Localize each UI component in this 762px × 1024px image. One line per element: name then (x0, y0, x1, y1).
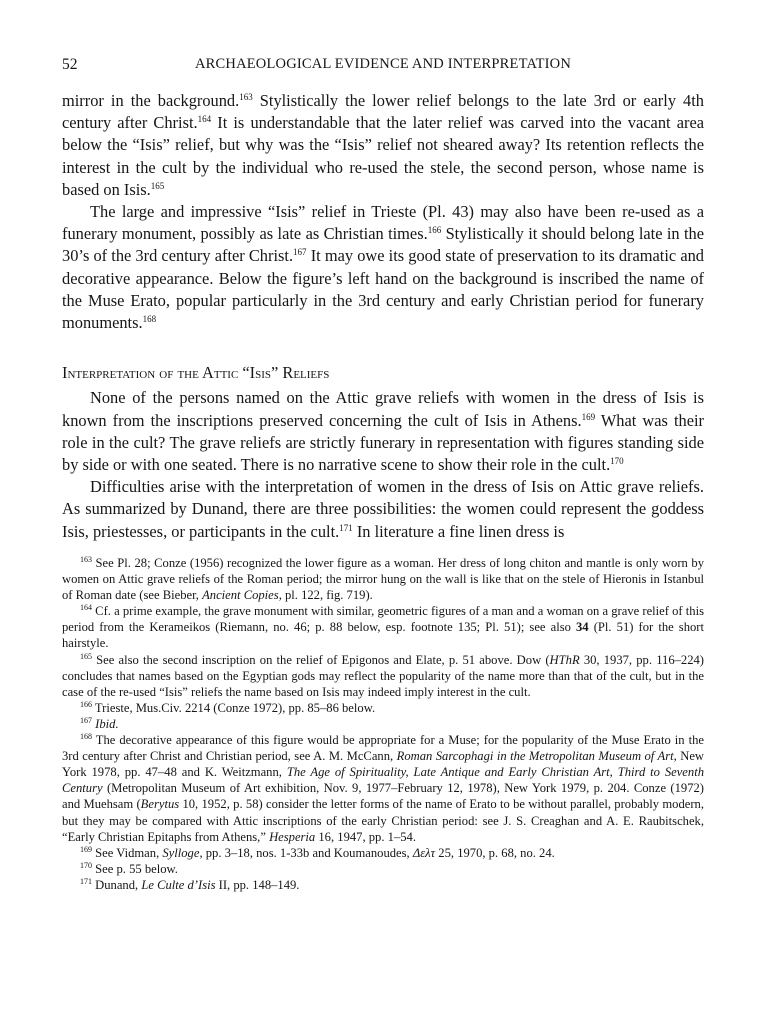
footnote-ref[interactable]: 168 (142, 314, 157, 325)
footnote: $^{166}$ Trieste, Mus.Civ. 2214 (Conze 1972), pp. 85–86 below. (80, 699, 376, 715)
footnotes (62, 555, 704, 893)
footnote-number: 170 (80, 860, 92, 870)
footnote-ref[interactable]: 164 (197, 114, 212, 125)
running-head (62, 56, 704, 78)
footnote-ref[interactable]: 170 (610, 456, 624, 467)
footnote-number: 168 (80, 732, 92, 742)
running-title: ARCHAEOLOGICAL EVIDENCE AND INTERPRETATION (194, 56, 572, 72)
footnote-number: 163 (80, 555, 92, 564)
footnote-ref[interactable]: 166 (427, 225, 442, 236)
footnote-ref[interactable]: 163 (239, 92, 253, 102)
main-text (62, 90, 704, 543)
paragraph: None of the persons named on the Attic grave reliefs with women in the dress of Isis is known from the inscriptions preserved concerning the cult of Isis in Athens.$^{169}$ What was their role in the cult? The grave reliefs are strictly funerary in representation with figures standing side by side or with one seated. There is no narrative scene to show their role in the cult.$^{170}$ (62, 388, 704, 475)
paragraph: The large and impressive “Isis” relief in Trieste (Pl. 43) may also have been re-used as a funerary monument, possibly as late as Christian times.$^{166}$ Stylistically it should belong late in the 30’s of the 3rd century after Christ.$^{167}$ It may owe its good state of preservation to its dramatic and decorative appearance. Below the figure’s left hand on the background is inscribed the name of the Muse Erato, popular particularly in the 3rd century and early Christian period for funerary monuments.$^{168}$ (62, 202, 705, 333)
paragraph: mirror in the background.$^{163}$ Stylistically the lower relief belongs to the late 3rd or early 4th century after Christ.$^{164}$ It is understandable that the later relief was carved into the vacant area below the “Isis” relief, but why was the “Isis” relief not sheared away? Its retention reflects the interest in the cult by the individual who re-used the stele, the second person, whose name is based on Isis.$^{165}$ (62, 91, 704, 199)
footnote: $^{167}$ Ibid. (80, 715, 119, 731)
footnote-number: 164 (80, 603, 92, 613)
footnote-number: 167 (80, 715, 92, 725)
footnote: $^{164}$ Cf. a prime example, the grave monument with similar, geometric figures of a man and a woman on a grave relief of this period from the Kerameikos (Riemann, no. 46; p. 88 below, esp. footnote 135; Pl. 51); see also 34 (Pl. 51) for the short hairstyle. (62, 603, 704, 651)
footnote-number: 169 (80, 844, 92, 854)
footnote-number: 166 (80, 699, 92, 709)
footnote-ref[interactable]: 171 (339, 522, 353, 533)
footnote: $^{165}$ See also the second inscription on the relief of Epigonos and Elate, p. 51 above. Dow (HThR 30, 1937, pp. 116–224) concludes that names based on the Egyptian gods may reflect the popularity of the name more than that of the cult, but in the case of the re-used “Isis” reliefs the name based on Isis may indeed imply interest in the cult. (62, 651, 704, 699)
footnote-ref[interactable]: 167 (293, 247, 307, 258)
footnote-number: 165 (80, 651, 92, 661)
footnote-ref[interactable]: 169 (581, 411, 596, 422)
footnote: $^{171}$ Dunand, Le Culte d’Isis II, pp. 148–149. (80, 876, 300, 892)
footnote-ref[interactable]: 165 (150, 180, 165, 191)
footnote: $^{169}$ See Vidman, Sylloge, pp. 3–18, nos. 1-33b and Koumanoudes, Δελτ 25, 1970, p. 68, no. 24. (80, 844, 555, 860)
page-number: 52 (62, 56, 78, 73)
section-heading: Interpretation of the Attic “Isis” Reliefs (62, 363, 330, 383)
footnote-number: 171 (80, 876, 92, 886)
footnote: $^{168}$ The decorative appearance of this figure would be appropriate for a Muse; for the popularity of the Muse Erato in the 3rd century after Christ and Christian period, see A. M. McCann, Roman Sarcophagi in the Metropolitan Museum of Art, New York 1978, pp. 47–48 and K. Weitzmann, The Age of Spirituality, Late Antique and Early Christian Art, Third to Seventh Century (Metropolitan Museum of Art exhibition, Nov. 9, 1977–February 12, 1978), New York 1979, p. 204. Conze (1972) and Muehsam (Berytus 10, 1952, p. 58) consider the letter forms of the name of Erato to be without parallel, probably modern, but they may be compared with Attic inscriptions of the early Christian period: see J. S. Creaghan and A. E. Raubitschek, “Early Christian Epitaphs from Athens,” Hesperia 16, 1947, pp. 1–54. (62, 732, 705, 844)
footnote: $^{170}$ See p. 55 below. (80, 860, 178, 876)
footnote: $^{163}$ See Pl. 28; Conze (1956) recognized the lower figure as a woman. Her dress of long chiton and mantle is only worn by women on Attic grave reliefs of the Roman period; the mirror hung on the wall is like that on the stele of Hieronis in Istanbul of Roman date (see Bieber, Ancient Copies, pl. 122, fig. 719). (62, 555, 704, 603)
paragraph: Difficulties arise with the interpretation of women in the dress of Isis on Attic grave reliefs. As summarized by Dunand, there are three possibilities: the women could represent the goddess Isis, priestesses, or participants in the cult.$^{171}$ In literature a fine linen dress is (62, 477, 704, 541)
